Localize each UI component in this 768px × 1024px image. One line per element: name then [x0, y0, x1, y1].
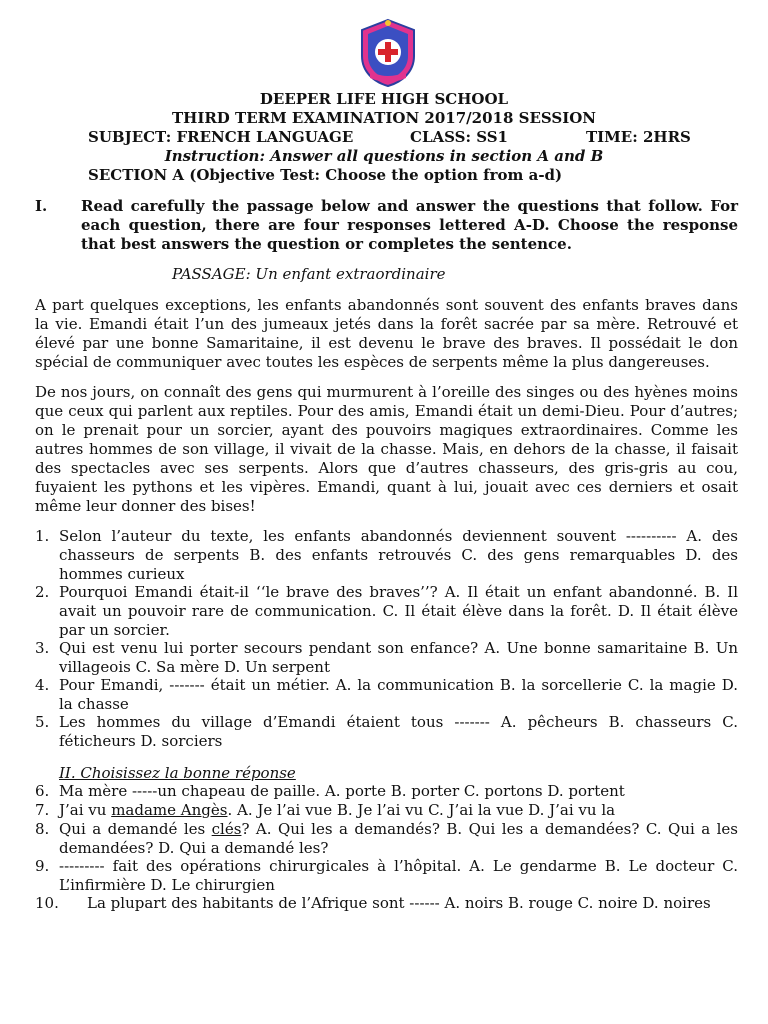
part-one-instructions: Read carefully the passage below and answer the questions that follow. For each question, there are four responses lettered A-D. Choose the response that best answers the question or completes the sentence. — [81, 197, 738, 253]
class-label: CLASS: SS1 — [410, 128, 508, 146]
instruction: Instruction: Answer all questions in section A and B — [164, 147, 604, 165]
passage-paragraph-1: A part quelques exceptions, les enfants abandonnés sont souvent des enfants braves dans la vie. Emandi était l’un des jumeaux jetés dans la forêt sacrée par sa mère. Retrouvé et élevé par une bonne Samaritaine, il est devenu le brave des braves. Il possédait le don spécial de communiquer avec toutes les espèces de serpents même la plus dangereuses. — [35, 296, 738, 371]
part-one-numeral: I. — [35, 197, 48, 215]
question-4: 4. Pour Emandi, ------- était un métier. A. la communication B. la sorcellerie C. la magie D. la chasse — [35, 676, 738, 713]
question-1: 1. Selon l’auteur du texte, les enfants abandonnés deviennent souvent ---------- A. des chasseurs de serpents B. des enfants retrouvés C. des gens remarquables D. des hommes curieux — [35, 527, 738, 583]
question-3: 3. Qui est venu lui porter secours pendant son enfance? A. Une bonne samaritaine B. Un villageois C. Sa mère D. Un serpent — [35, 639, 738, 676]
question-6: 6. Ma mère -----un chapeau de paille. A. porte B. porter C. portons D. portent — [35, 782, 625, 800]
passage-title: PASSAGE: Un enfant extraordinaire — [172, 265, 446, 283]
school-name: DEEPER LIFE HIGH SCHOOL — [259, 90, 509, 108]
underlined-term: clés — [211, 820, 242, 838]
section-a-heading: SECTION A (Objective Test: Choose the option from a-d) — [88, 166, 563, 184]
question-8: 8. Qui a demandé les clés? A. Qui les a demandés? B. Qui les a demandées? C. Qui a les demandées? D. Qui a demandé les? — [35, 820, 738, 857]
question-10: 10. La plupart des habitants de l’Afrique sont ------ A. noirs B. rouge C. noire D. noires — [35, 894, 711, 912]
question-2: 2. Pourquoi Emandi était-il ‘‘le brave des braves’’? A. Il était un enfant abandonné. B. Il avait un pouvoir rare de communication. C. Il était élève dans la forêt. D. Il était élève par un sorcier. — [35, 583, 738, 639]
question-5: 5. Les hommes du village d’Emandi étaient tous ------- A. pêcheurs B. chasseurs C. féticheurs D. sorciers — [35, 713, 738, 750]
subject-label: SUBJECT: FRENCH LANGUAGE — [88, 128, 354, 146]
question-9: 9. --------- fait des opérations chirurgicales à l’hôpital. A. Le gendarme B. Le docteur C. L’infirmière D. Le chirurgien — [35, 857, 738, 894]
time-label: TIME: 2HRS — [586, 128, 691, 146]
exam-title: THIRD TERM EXAMINATION 2017/2018 SESSION — [171, 109, 597, 127]
part-two-heading: II. Choisissez la bonne réponse — [59, 764, 296, 782]
passage-paragraph-2: De nos jours, on connaît des gens qui murmurent à l’oreille des singes ou des hyènes moins que ceux qui parlent aux reptiles. Pour des amis, Emandi était un demi-Dieu. Pour d’autres; on le prenait pour un sorcier, ayant des pouvoirs magiques extraordinaires. Comme les autres hommes de son village, il vivait de la chasse. Mais, en dehors de la chasse, il faisait des spectacles avec ses serpents. Alors que d’autres chasseurs, des gris-gris au cou, fuyaient les pythons et les vipères. Emandi, quant à lui, jouait avec ces derniers et osait même leur donner des bises! — [35, 383, 738, 515]
underlined-term: madame Angès — [111, 801, 228, 819]
question-7: 7. J’ai vu madame Angès. A. Je l’ai vue B. Je l’ai vu C. J’ai la vue D. J’ai vu la — [35, 801, 616, 819]
school-crest-icon — [356, 18, 420, 88]
